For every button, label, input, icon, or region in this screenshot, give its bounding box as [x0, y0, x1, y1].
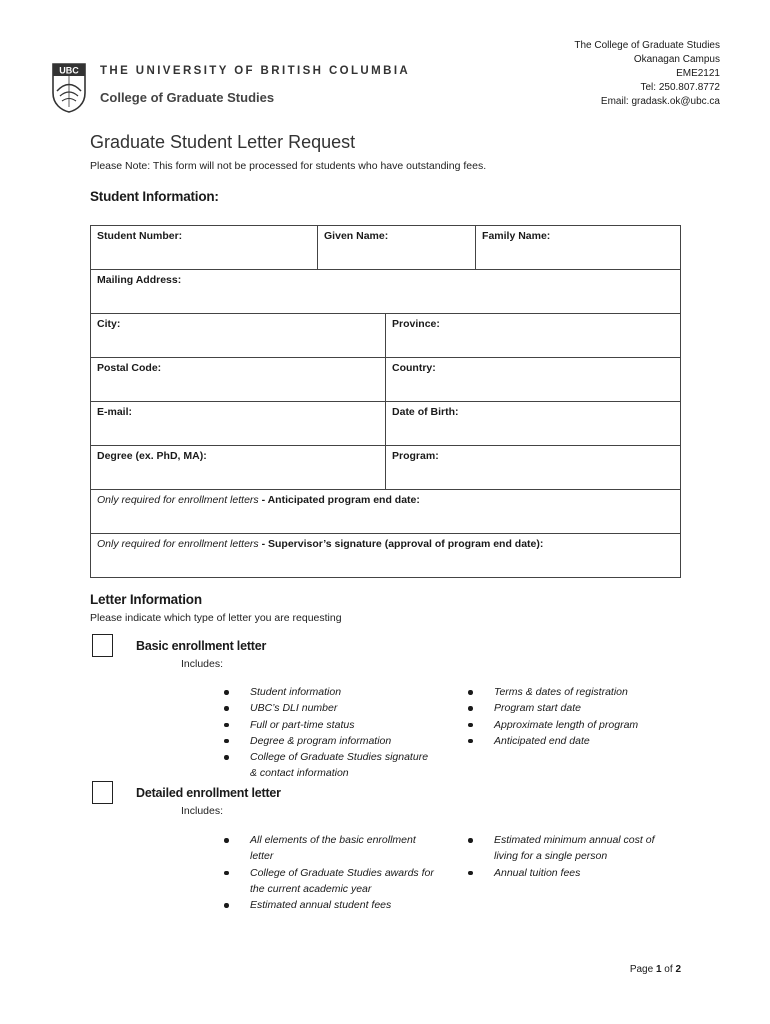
mailing-address-field[interactable]: Mailing Address:: [91, 270, 681, 314]
address-line: Tel: 250.807.8772: [640, 82, 720, 93]
basic-includes-label: Includes:: [181, 658, 224, 670]
student-number-field[interactable]: Student Number:: [91, 226, 318, 270]
ubc-logo: [52, 63, 86, 113]
contact-address: [574, 39, 720, 109]
bullet-icon: [468, 838, 473, 843]
country-field[interactable]: Country:: [386, 358, 681, 402]
address-line: EME2121: [676, 68, 720, 79]
detailed-letter-checkbox[interactable]: [92, 781, 113, 804]
detailed-includes-label: Includes:: [181, 805, 224, 817]
enrollment-only-note: Only required for enrollment letters: [97, 494, 259, 506]
bullet-icon: [224, 706, 229, 711]
student-info-heading: Student Information:: [90, 189, 219, 204]
supervisor-signature-field[interactable]: [91, 534, 681, 578]
bullet-icon: [468, 723, 473, 728]
detailed-includes-list-1: [224, 832, 434, 913]
bullet-icon: [224, 690, 229, 695]
date-of-birth-field[interactable]: Date of Birth:: [386, 402, 681, 446]
bullet-icon: [224, 723, 229, 728]
list-item: Estimated minimum annual cost of living for a single person: [468, 832, 678, 865]
address-line: Email: gradask.ok@ubc.ca: [600, 96, 720, 107]
bullet-icon: [224, 903, 229, 908]
basic-includes-list-2: [468, 684, 683, 749]
address-line: The College of Graduate Studies: [574, 40, 720, 51]
letter-info-heading: Letter Information: [90, 592, 202, 607]
list-item: College of Graduate Studies signature & contact information: [224, 749, 429, 782]
university-name: THE UNIVERSITY OF BRITISH COLUMBIA: [100, 65, 411, 77]
basic-letter-label: Basic enrollment letter: [136, 639, 267, 653]
basic-includes-list-1: [224, 684, 429, 782]
list-item: Approximate length of program: [468, 717, 683, 733]
bullet-icon: [468, 739, 473, 744]
form-title: Graduate Student Letter Request: [90, 132, 356, 152]
email-field[interactable]: E-mail:: [91, 402, 386, 446]
province-field[interactable]: Province:: [386, 314, 681, 358]
list-item: Student information: [224, 684, 429, 700]
family-name-field[interactable]: Family Name:: [476, 226, 681, 270]
bullet-icon: [468, 706, 473, 711]
bullet-icon: [224, 871, 229, 876]
bullet-icon: [224, 755, 229, 760]
list-item: Estimated annual student fees: [224, 897, 434, 913]
city-field[interactable]: City:: [91, 314, 386, 358]
college-name: College of Graduate Studies: [100, 90, 275, 105]
end-date-label: - Anticipated program end date:: [258, 494, 420, 506]
student-info-table: [90, 225, 681, 578]
form-note: Please Note: This form will not be processed for students who have outstanding fees.: [90, 160, 487, 172]
bullet-icon: [224, 838, 229, 843]
list-item: Program start date: [468, 700, 683, 716]
list-item: Anticipated end date: [468, 733, 683, 749]
given-name-field[interactable]: Given Name:: [318, 226, 476, 270]
basic-letter-checkbox[interactable]: [92, 634, 113, 657]
detailed-includes-list-2: [468, 832, 678, 881]
enrollment-only-note: Only required for enrollment letters: [97, 538, 259, 550]
degree-field[interactable]: Degree (ex. PhD, MA):: [91, 446, 386, 490]
list-item: All elements of the basic enrollment letter: [224, 832, 434, 865]
bullet-icon: [468, 690, 473, 695]
program-end-date-field[interactable]: [91, 490, 681, 534]
postal-code-field[interactable]: Postal Code:: [91, 358, 386, 402]
svg-text:UBC: UBC: [59, 65, 79, 76]
program-field[interactable]: Program:: [386, 446, 681, 490]
address-line: Okanagan Campus: [633, 54, 720, 65]
list-item: College of Graduate Studies awards for the current academic year: [224, 865, 434, 898]
list-item: UBC’s DLI number: [224, 700, 429, 716]
supervisor-signature-label: - Supervisor’s signature (approval of program end date):: [258, 538, 544, 550]
bullet-icon: [468, 871, 473, 876]
list-item: Annual tuition fees: [468, 865, 678, 881]
list-item: Degree & program information: [224, 733, 429, 749]
bullet-icon: [224, 739, 229, 744]
list-item: Terms & dates of registration: [468, 684, 683, 700]
list-item: Full or part-time status: [224, 717, 429, 733]
letter-instruction: Please indicate which type of letter you are requesting: [90, 612, 342, 624]
detailed-letter-label: Detailed enrollment letter: [136, 786, 281, 800]
page-number: Page 1 of 2: [629, 964, 681, 975]
